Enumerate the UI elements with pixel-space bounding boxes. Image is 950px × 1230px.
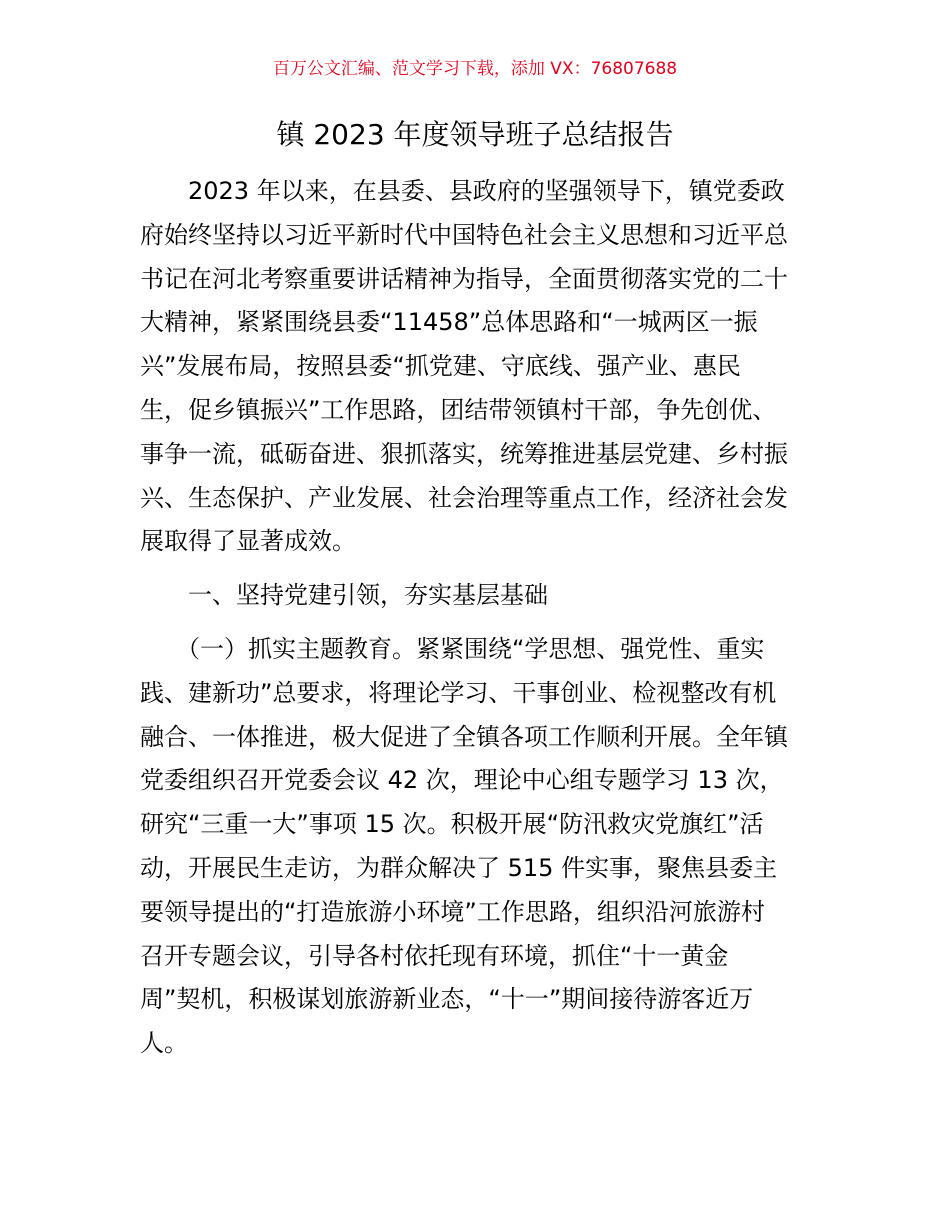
section-heading: 一、坚持党建引领，夯实基层基础	[140, 581, 548, 610]
subsection-line: 周”契机，积极谋划旅游新业态，“十一”期间接待游客近万	[140, 985, 754, 1014]
subsection-line: 召开专题会议，引导各村依托现有环境，抓住“十一黄金	[140, 941, 729, 970]
intro-line: 兴”发展布局，按照县委“抓党建、守底线、强产业、惠民	[140, 352, 741, 381]
intro-line: 展取得了显著成效。	[140, 527, 356, 556]
intro-line: 府始终坚持以习近平新时代中国特色社会主义思想和习近平总	[140, 220, 788, 249]
document-title: 镇 2023 年度领导班子总结报告	[276, 118, 674, 151]
intro-line: 事争一流，砥砺奋进、狠抓落实，统筹推进基层党建、乡村振	[140, 439, 788, 468]
subsection-line: 党委组织召开党委会议 42 次，理论中心组专题学习 13 次，	[140, 766, 784, 795]
subsection-line: 动，开展民生走访，为群众解决了 515 件实事，聚焦县委主	[140, 853, 778, 882]
subsection-line: 要领导提出的“打造旅游小环境”工作思路，组织沿河旅游村	[140, 897, 765, 926]
intro-line: 书记在河北考察重要讲话精神为指导，全面贯彻落实党的二十	[140, 264, 788, 293]
subsection-line: 人。	[140, 1029, 188, 1058]
intro-line: 2023 年以来，在县委、县政府的坚强领导下，镇党委政	[140, 177, 785, 205]
intro-line: 大精神，紧紧围绕县委“11458”总体思路和“一城两区一振	[140, 308, 758, 337]
intro-line: 生，促乡镇振兴”工作思路，团结带领镇村干部，争先创优、	[140, 395, 777, 424]
subsection-line: （一）抓实主题教育。紧紧围绕“学思想、强党性、重实	[140, 634, 765, 663]
document-body	[140, 170, 820, 1066]
subsection-line: 践、建新功”总要求，将理论学习、干事创业、检视整改有机	[140, 678, 777, 707]
subsection-line: 研究“三重一大”事项 15 次。积极开展“防汛救灾党旗红”活	[140, 810, 764, 839]
intro-line: 兴、生态保护、产业发展、社会治理等重点工作，经济社会发	[140, 483, 788, 512]
watermark-banner: 百万公文汇编、范文学习下载，添加 VX：76807688	[272, 59, 678, 79]
subsection-line: 融合、一体推进，极大促进了全镇各项工作顺利开展。全年镇	[140, 722, 788, 751]
